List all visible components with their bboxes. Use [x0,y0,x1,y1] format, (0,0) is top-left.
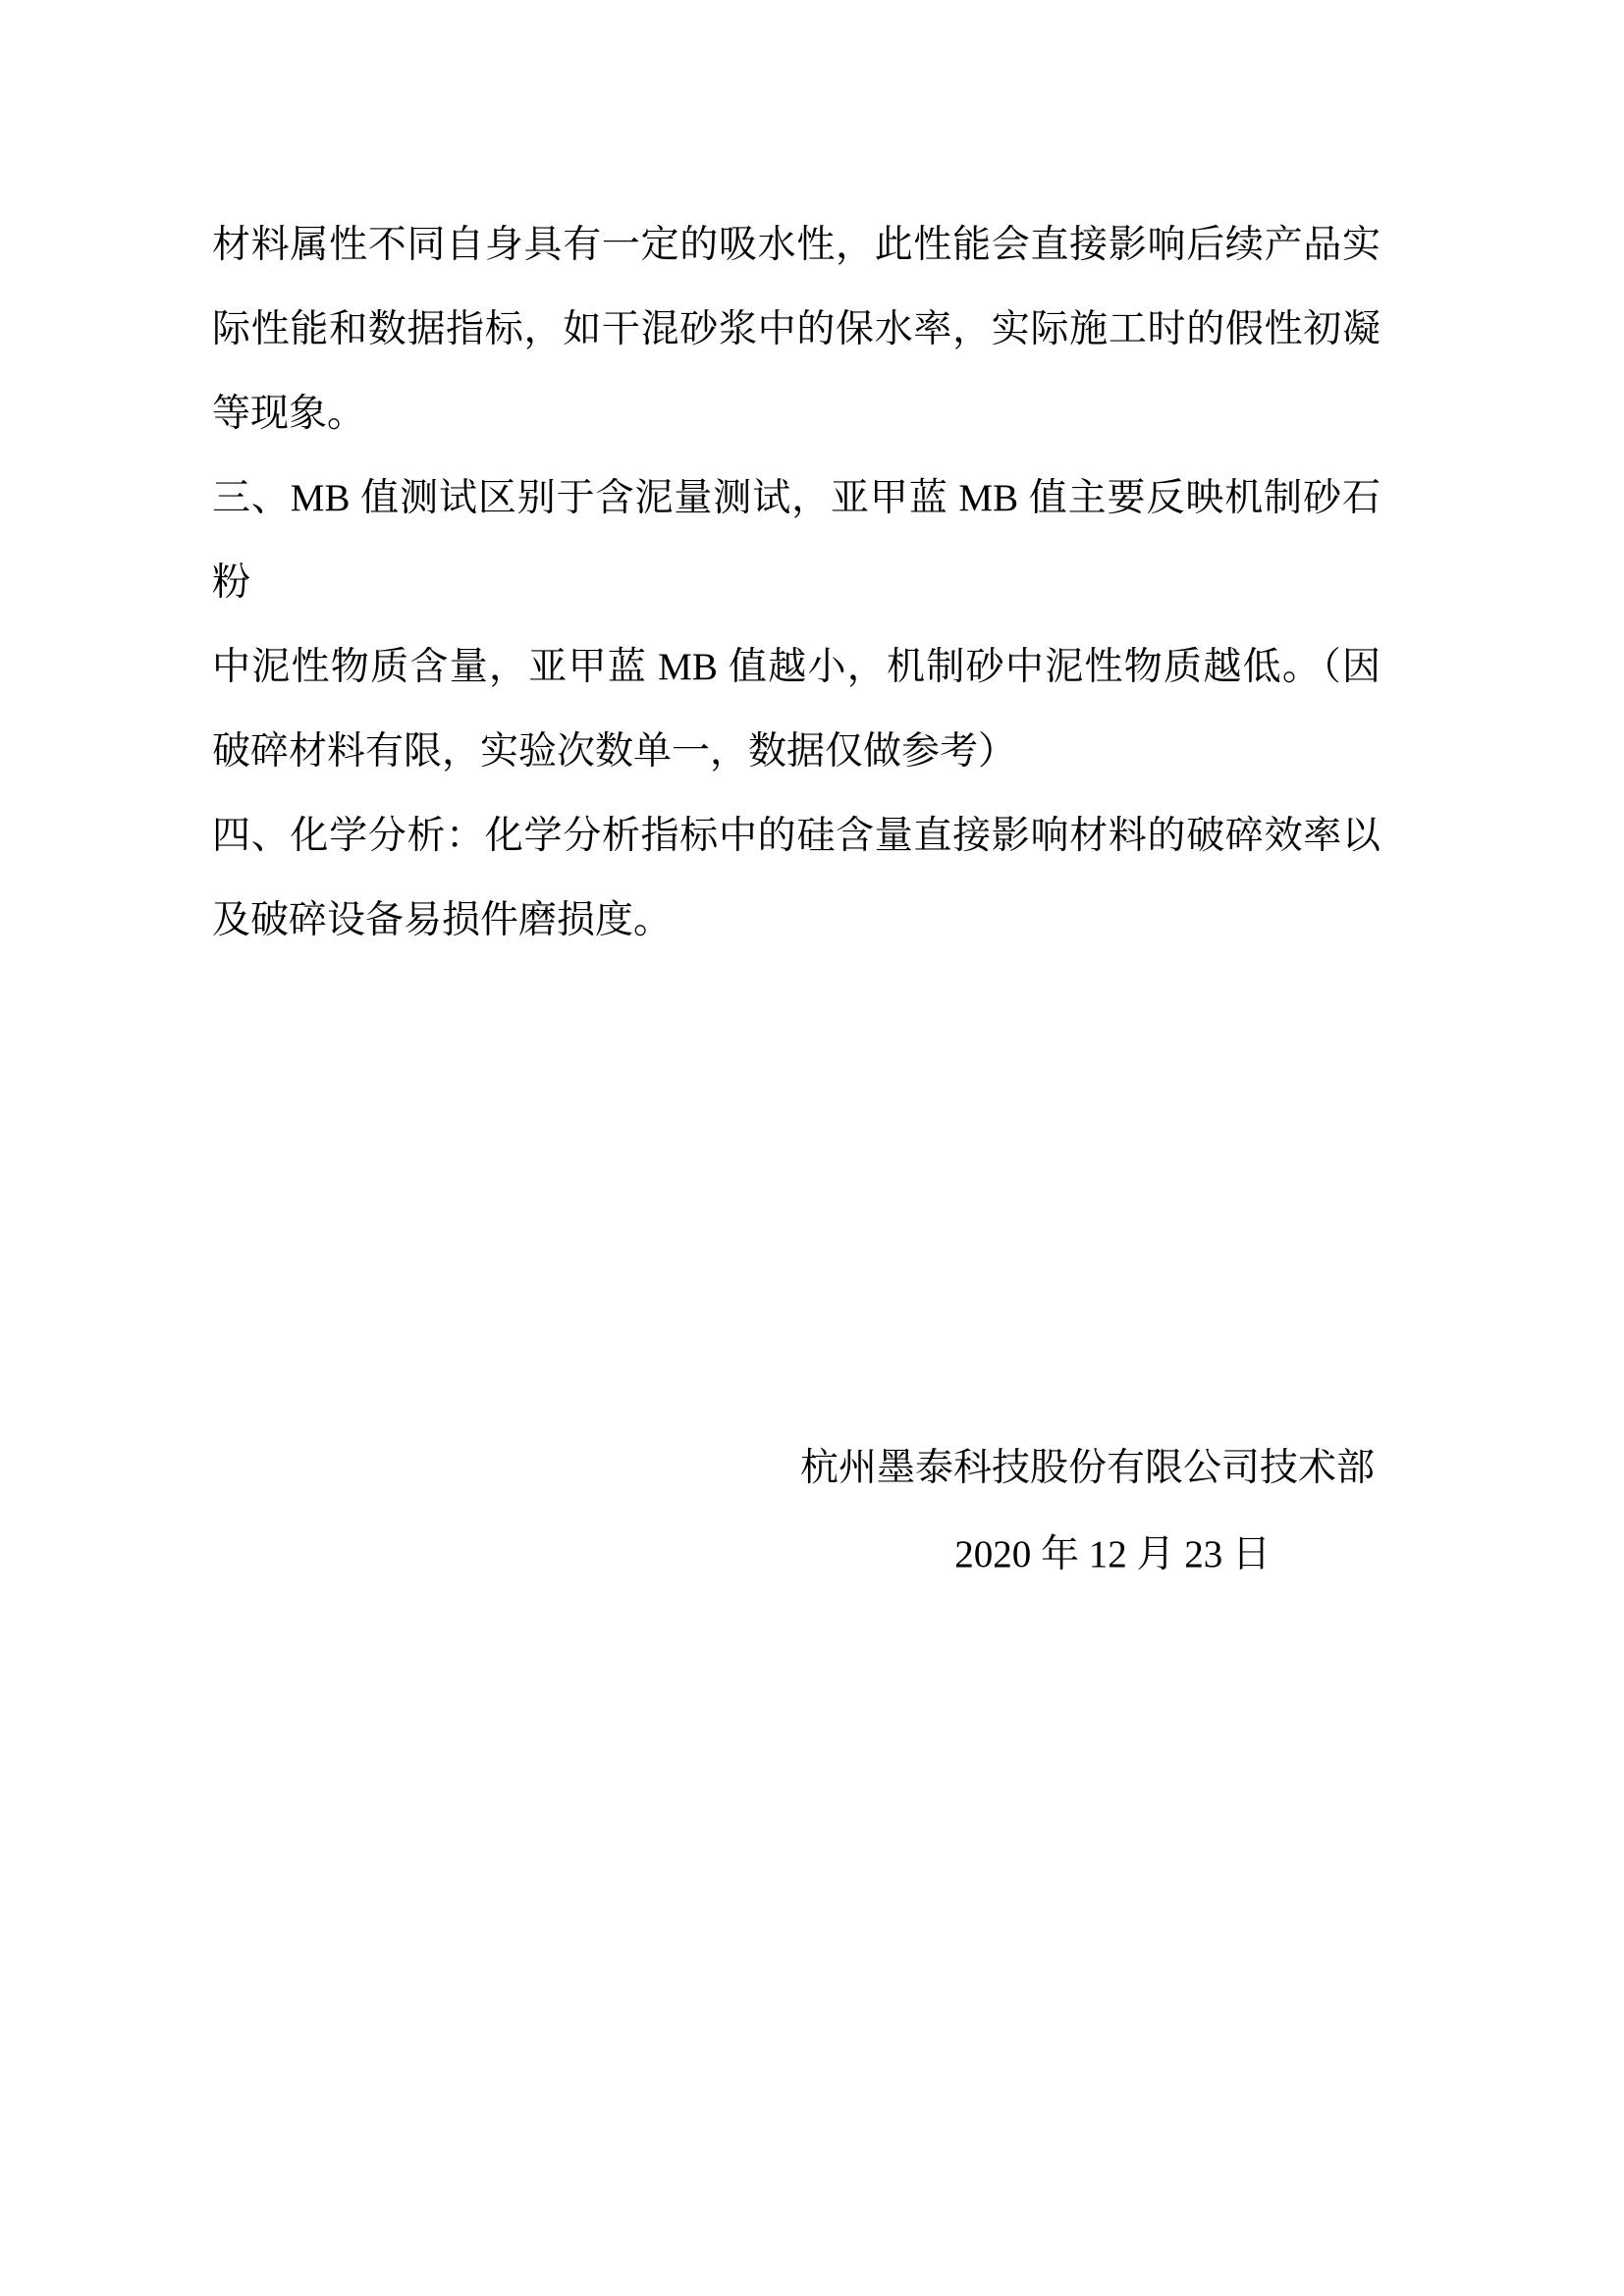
document-body [212,203,1380,963]
text-line: 及破碎设备易损件磨损度。 [212,899,673,941]
signature-date: 2020 年 12 月 23 日 [954,1533,1271,1575]
paragraph [212,203,1380,456]
text-line: 三、MB 值测试区别于含泥量测试，亚甲蓝 MB 值主要反映机制砂石粉 [212,477,1380,604]
paragraph [212,794,1380,963]
text-line: 破碎材料有限，实验次数单一，数据仅做参考） [212,730,1017,773]
text-line: 材料属性不同自身具有一定的吸水性，此性能会直接影响后续产品实 [212,224,1380,266]
text-line: 四、化学分析：化学分析指标中的硅含量直接影响材料的破碎效率以 [212,815,1380,857]
paragraph [212,456,1380,794]
text-line: 中泥性物质含量，亚甲蓝 MB 值越小，机制砂中泥性物质越低。（因 [212,646,1380,688]
signature-company: 杭州墨泰科技股份有限公司技术部 [799,1447,1375,1489]
text-line: 等现象。 [212,393,366,435]
text-line: 际性能和数据指标，如干混砂浆中的保水率，实际施工时的假性初凝 [212,308,1380,350]
signature-block [212,1425,1380,1598]
